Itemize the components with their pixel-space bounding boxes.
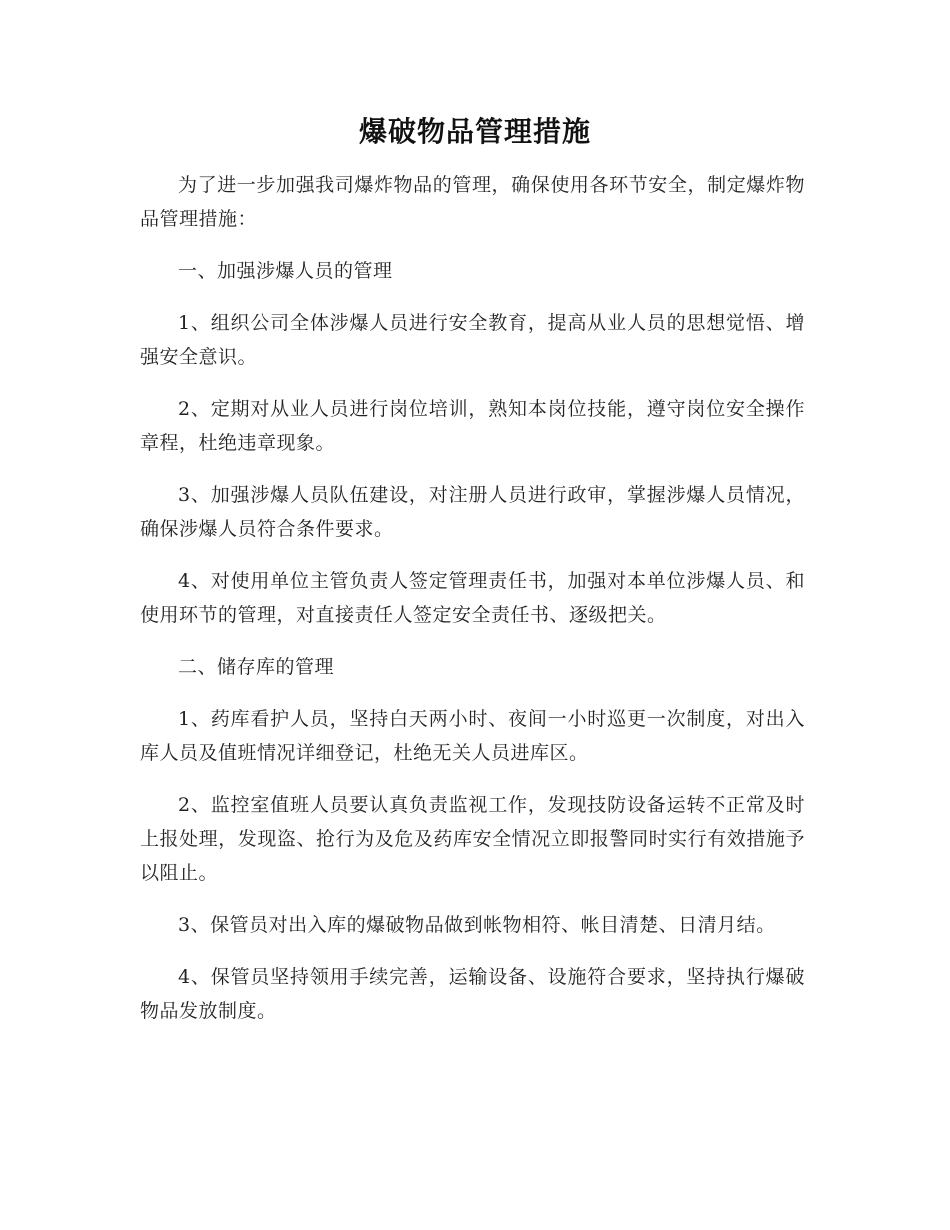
storage-item-4: 4、保管员坚持领用手续完善，运输设备、设施符合要求，坚持执行爆破物品发放制度。 — [140, 966, 805, 1022]
personnel-item-1: 1、组织公司全体涉爆人员进行安全教育，提高从业人员的思想觉悟、增强安全意识。 — [140, 312, 805, 368]
intro-paragraph: 为了进一步加强我司爆炸物品的管理，确保使用各环节安全，制定爆炸物品管理措施： — [140, 174, 805, 230]
storage-item-2: 2、监控室值班人员要认真负责监视工作，发现技防设备运转不正常及时上报处理，发现盗、抢行为及危及药库安全情况立即报警同时实行有效措施予以阻止。 — [140, 794, 805, 884]
section-heading-storage: 二、储存库的管理 — [178, 656, 335, 678]
storage-item-3: 3、保管员对出入库的爆破物品做到帐物相符、帐目清楚、日清月结。 — [178, 914, 776, 936]
section-heading-personnel: 一、加强涉爆人员的管理 — [178, 260, 393, 282]
personnel-item-2: 2、定期对从业人员进行岗位培训，熟知本岗位技能，遵守岗位安全操作章程，杜绝违章现象。 — [140, 398, 805, 454]
document-title: 爆破物品管理措施 — [358, 115, 591, 148]
personnel-item-4: 4、对使用单位主管负责人签定管理责任书，加强对本单位涉爆人员、和使用环节的管理，对直接责任人签定安全责任书、逐级把关。 — [140, 570, 805, 626]
storage-item-1: 1、药库看护人员，坚持白天两小时、夜间一小时巡更一次制度，对出入库人员及值班情况详细登记，杜绝无关人员进库区。 — [140, 708, 805, 764]
document-body — [140, 168, 805, 1046]
personnel-item-3: 3、加强涉爆人员队伍建设，对注册人员进行政审，掌握涉爆人员情况，确保涉爆人员符合条件要求。 — [140, 484, 805, 540]
